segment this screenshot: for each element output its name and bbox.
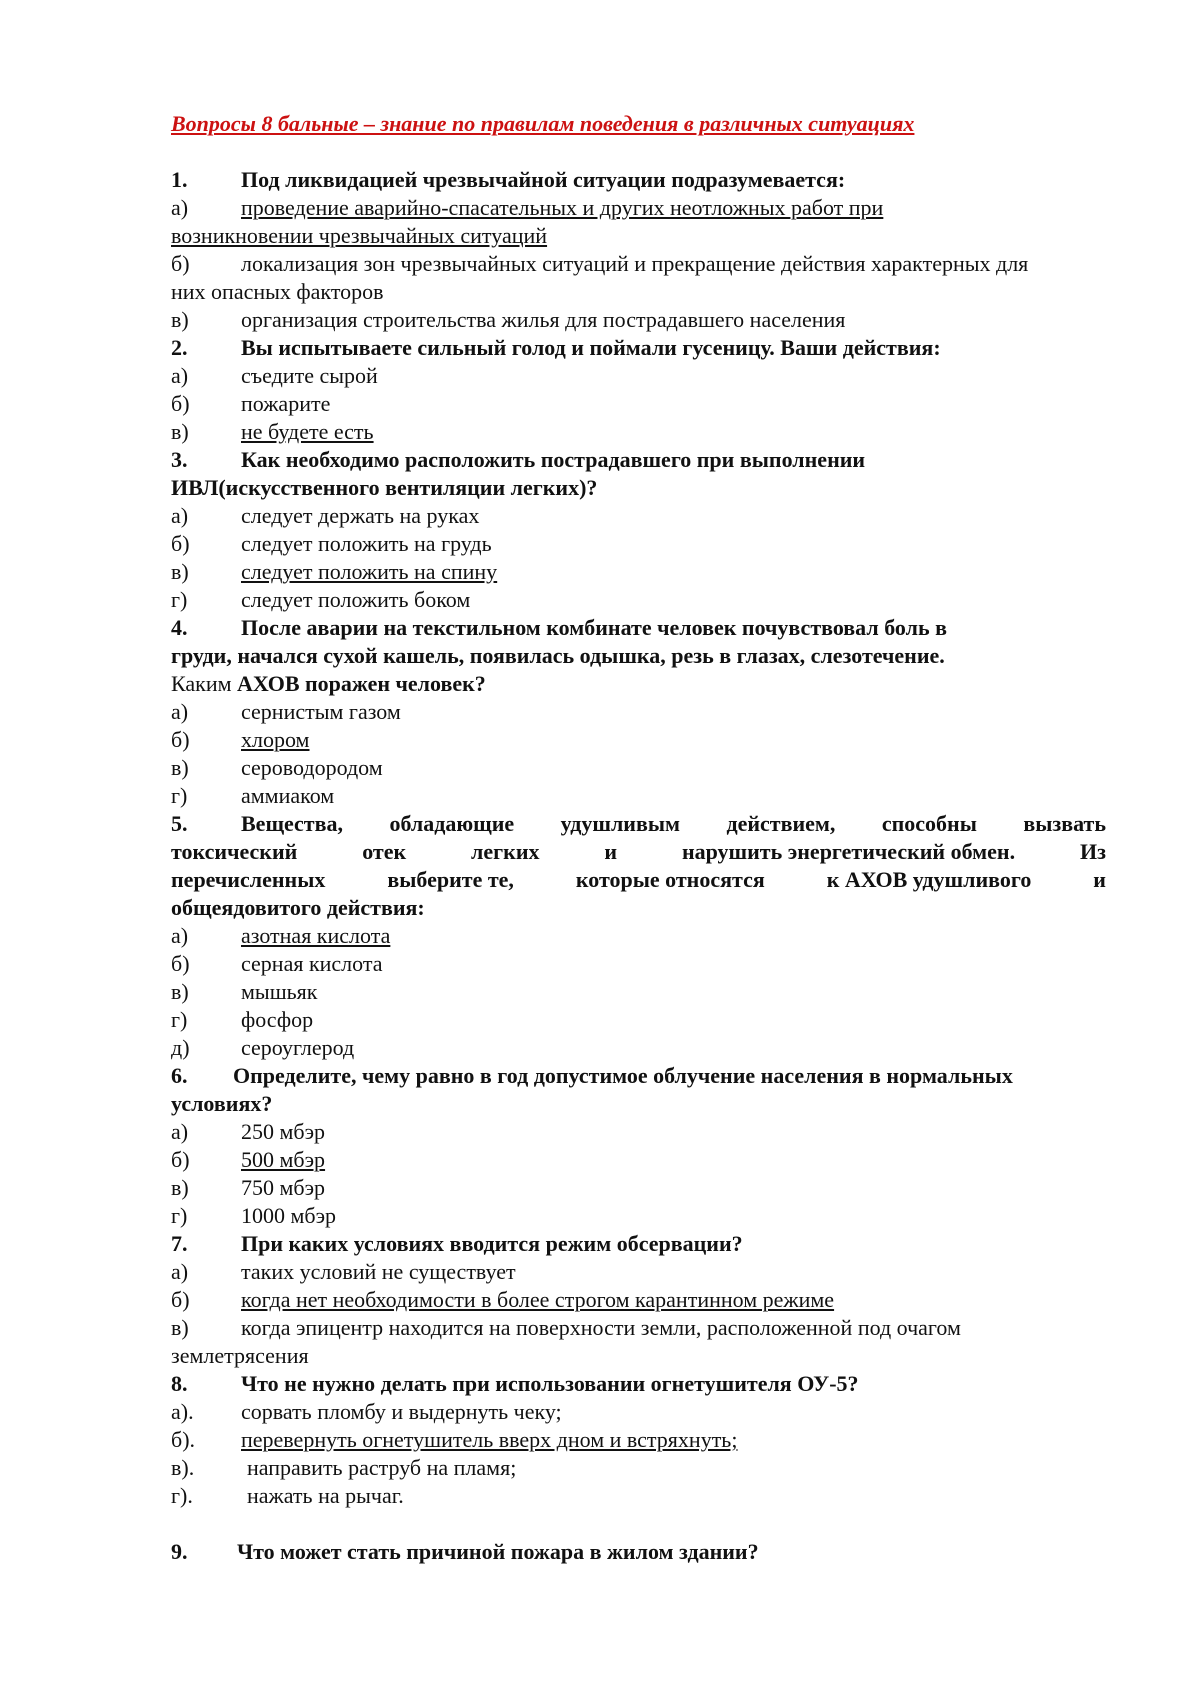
q5-option-b: б) серная кислота — [171, 951, 383, 976]
q7-option-b: б) когда нет необходимости в более строгом карантинном режиме — [171, 1287, 835, 1312]
q5-option-e: д) сероуглерод — [171, 1035, 355, 1060]
question-3: 3. Как необходимо расположить пострадавшего при выполнении — [171, 447, 866, 472]
q2-option-c: в) не будете есть — [171, 419, 374, 444]
q4-option-a: а) сернистым газом — [171, 699, 401, 724]
question-3-cont: ИВЛ(искусственного вентиляции легких)? — [171, 475, 598, 500]
q6-option-b: б) 500 мбэр — [171, 1147, 326, 1172]
q4-option-c: в) сероводородом — [171, 755, 383, 780]
question-5: 5. Вещества, обладающие удушливым действием, способны вызвать — [171, 811, 1106, 836]
q7-option-c: в) когда эпицентр находится на поверхности земли, расположенной под очагом — [171, 1315, 961, 1340]
q7-option-c-cont: землетрясения — [171, 1343, 309, 1368]
q3-option-a: а) следует держать на руках — [171, 503, 480, 528]
q4-option-b: б) хлором — [171, 727, 310, 752]
question-5-cont-2: перечисленных выберите те, которые относятся к АХОВ удушливого и — [171, 867, 1106, 892]
question-6-cont: условиях? — [171, 1091, 273, 1116]
question-7: 7. При каких условиях вводится режим обсервации? — [171, 1231, 743, 1256]
question-2: 2. Вы испытываете сильный голод и поймали гусеницу. Ваши действия: — [171, 335, 941, 360]
q2-option-a: а) съедите сырой — [171, 363, 378, 388]
blank-line — [171, 1510, 1106, 1538]
q1-option-b: б) локализация зон чрезвычайных ситуаций и прекращение действия характерных для — [171, 251, 1029, 276]
q3-option-c: в) следует положить на спину — [171, 559, 498, 584]
question-8: 8. Что не нужно делать при использовании огнетушителя ОУ-5? — [171, 1371, 859, 1396]
q3-option-d: г) следует положить боком — [171, 587, 471, 612]
q2-option-b: б) пожарите — [171, 391, 331, 416]
question-5-cont-3: общеядовитого действия: — [171, 895, 425, 920]
q1-option-a-cont: возникновении чрезвычайных ситуаций — [171, 223, 548, 248]
question-9: 9. Что может стать причиной пожара в жилом здании? — [171, 1539, 759, 1564]
question-4-cont-2: Каким АХОВ поражен человек? — [171, 671, 486, 696]
q5-option-d: г) фосфор — [171, 1007, 314, 1032]
questions-list — [171, 166, 1106, 1566]
q4-option-d: г) аммиаком — [171, 783, 335, 808]
question-4: 4. После аварии на текстильном комбинате человек почувствовал боль в — [171, 615, 947, 640]
q5-option-a: а) азотная кислота — [171, 923, 391, 948]
q6-option-d: г) 1000 мбэр — [171, 1203, 337, 1228]
q8-option-b: б). перевернуть огнетушитель вверх дном и встряхнуть; — [171, 1427, 738, 1452]
question-6: 6. Определите, чему равно в год допустимое облучение населения в нормальных — [171, 1063, 1013, 1088]
question-1: 1. Под ликвидацией чрезвычайной ситуации подразумевается: — [171, 167, 846, 192]
q8-option-c: в). направить раструб на пламя; — [171, 1455, 517, 1480]
q8-option-a: а). сорвать пломбу и выдернуть чеку; — [171, 1399, 562, 1424]
q7-option-a: а) таких условий не существует — [171, 1259, 516, 1284]
q3-option-b: б) следует положить на грудь — [171, 531, 492, 556]
q1-option-c: в) организация строительства жилья для пострадавшего населения — [171, 307, 846, 332]
q6-option-a: а) 250 мбэр — [171, 1119, 326, 1144]
page-title: Вопросы 8 бальные – знание по правилам поведения в различных ситуациях — [171, 111, 915, 136]
q6-option-c: в) 750 мбэр — [171, 1175, 326, 1200]
q5-option-c: в) мышьяк — [171, 979, 318, 1004]
q1-option-a: а) проведение аварийно-спасательных и других неотложных работ при — [171, 195, 884, 220]
q1-option-b-cont: них опасных факторов — [171, 279, 384, 304]
q8-option-d: г). нажать на рычаг. — [171, 1483, 404, 1508]
question-4-cont: груди, начался сухой кашель, появилась одышка, резь в глазах, слезотечение. — [171, 643, 945, 668]
question-5-cont: токсический отек легких и нарушить энергетический обмен. Из — [171, 839, 1106, 864]
